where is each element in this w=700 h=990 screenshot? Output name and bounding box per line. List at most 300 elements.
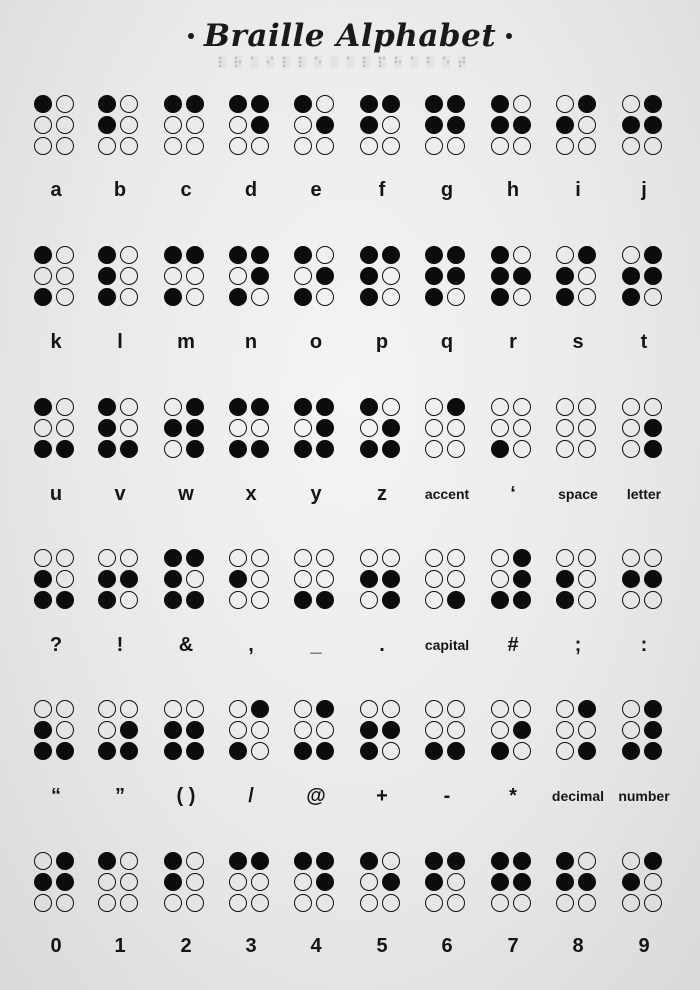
braille-cell-label: 5 — [376, 935, 388, 957]
title-braille-dot — [318, 60, 321, 63]
raised-dot — [622, 570, 640, 588]
raised-dot — [447, 267, 465, 285]
braille-cell-label: ” — [115, 785, 125, 807]
raised-dot — [382, 591, 400, 609]
braille-cell-label: w — [178, 483, 194, 505]
empty-dot — [644, 894, 662, 912]
empty-dot — [98, 873, 116, 891]
title-braille-empty-dot — [318, 64, 321, 67]
title-braille-dot — [398, 60, 401, 63]
raised-dot — [578, 700, 596, 718]
empty-dot — [622, 721, 640, 739]
empty-dot — [251, 742, 269, 760]
empty-dot — [622, 246, 640, 264]
raised-dot — [251, 852, 269, 870]
empty-dot — [251, 137, 269, 155]
braille-cell — [229, 549, 273, 613]
empty-dot — [491, 721, 509, 739]
empty-dot — [56, 549, 74, 567]
raised-dot — [447, 852, 465, 870]
braille-cell-label: / — [248, 785, 254, 807]
raised-dot — [644, 721, 662, 739]
raised-dot — [425, 116, 443, 134]
empty-dot — [229, 591, 247, 609]
braille-cell — [425, 549, 469, 613]
raised-dot — [360, 398, 378, 416]
raised-dot — [644, 267, 662, 285]
braille-cell — [556, 852, 600, 916]
raised-dot — [644, 419, 662, 437]
raised-dot — [98, 246, 116, 264]
raised-dot — [98, 398, 116, 416]
empty-dot — [556, 721, 574, 739]
empty-dot — [578, 288, 596, 306]
braille-cell — [622, 700, 666, 764]
braille-cell — [556, 549, 600, 613]
raised-dot — [164, 852, 182, 870]
raised-dot — [316, 267, 334, 285]
raised-dot — [56, 873, 74, 891]
braille-cell — [34, 246, 78, 310]
empty-dot — [56, 721, 74, 739]
braille-cell — [360, 398, 404, 462]
raised-dot — [229, 398, 247, 416]
braille-cell — [164, 95, 208, 159]
raised-dot — [98, 419, 116, 437]
braille-cell — [556, 398, 600, 462]
empty-dot — [360, 894, 378, 912]
braille-cell-label: - — [443, 785, 451, 807]
empty-dot — [578, 419, 596, 437]
braille-cell-label: j — [641, 179, 647, 201]
braille-cell-label: . — [379, 634, 385, 656]
raised-dot — [186, 419, 204, 437]
empty-dot — [56, 137, 74, 155]
braille-cell-label: : — [640, 634, 648, 656]
raised-dot — [425, 873, 443, 891]
braille-cell — [164, 549, 208, 613]
empty-dot — [120, 700, 138, 718]
raised-dot — [316, 398, 334, 416]
title-bar — [0, 14, 700, 58]
raised-dot — [316, 116, 334, 134]
braille-cell-label: t — [640, 331, 648, 353]
raised-dot — [360, 721, 378, 739]
title-braille-dot — [362, 60, 365, 63]
raised-dot — [186, 721, 204, 739]
empty-dot — [251, 419, 269, 437]
raised-dot — [425, 288, 443, 306]
empty-dot — [316, 570, 334, 588]
raised-dot — [556, 570, 574, 588]
raised-dot — [229, 852, 247, 870]
empty-dot — [578, 137, 596, 155]
raised-dot — [425, 246, 443, 264]
empty-dot — [316, 721, 334, 739]
empty-dot — [622, 549, 640, 567]
raised-dot — [382, 95, 400, 113]
raised-dot — [556, 591, 574, 609]
raised-dot — [644, 852, 662, 870]
raised-dot — [98, 591, 116, 609]
empty-dot — [644, 549, 662, 567]
raised-dot — [98, 570, 116, 588]
braille-cell — [491, 700, 535, 764]
title-braille-empty-dot — [346, 60, 349, 63]
empty-dot — [251, 721, 269, 739]
title-braille-empty-dot — [238, 64, 241, 67]
empty-dot — [316, 95, 334, 113]
empty-dot — [316, 549, 334, 567]
empty-dot — [556, 440, 574, 458]
empty-dot — [294, 137, 312, 155]
empty-dot — [360, 873, 378, 891]
braille-cell-label: ; — [574, 634, 582, 656]
empty-dot — [556, 137, 574, 155]
raised-dot — [513, 570, 531, 588]
title-braille-empty-dot — [250, 64, 253, 67]
braille-cell — [491, 246, 535, 310]
raised-dot — [622, 742, 640, 760]
empty-dot — [56, 246, 74, 264]
braille-cell — [491, 852, 535, 916]
title-braille-empty-dot — [414, 64, 417, 67]
braille-cell-label: “ — [51, 785, 61, 807]
title-braille-dot — [298, 64, 301, 67]
empty-dot — [294, 549, 312, 567]
empty-dot — [316, 137, 334, 155]
empty-dot — [447, 440, 465, 458]
empty-dot — [120, 852, 138, 870]
empty-dot — [425, 894, 443, 912]
raised-dot — [251, 116, 269, 134]
braille-cell — [556, 246, 600, 310]
braille-cell-label: o — [309, 331, 323, 353]
raised-dot — [294, 95, 312, 113]
empty-dot — [513, 440, 531, 458]
raised-dot — [229, 570, 247, 588]
raised-dot — [164, 288, 182, 306]
title-braille-dot — [234, 64, 237, 67]
empty-dot — [120, 246, 138, 264]
braille-cell — [556, 95, 600, 159]
empty-dot — [229, 549, 247, 567]
empty-dot — [513, 742, 531, 760]
empty-dot — [360, 137, 378, 155]
braille-cell-label: d — [244, 179, 258, 201]
empty-dot — [164, 116, 182, 134]
title-braille-empty-dot — [254, 64, 257, 67]
empty-dot — [622, 894, 640, 912]
raised-dot — [316, 852, 334, 870]
braille-cell — [622, 852, 666, 916]
raised-dot — [34, 873, 52, 891]
empty-dot — [425, 570, 443, 588]
title-braille-empty-dot — [350, 60, 353, 63]
raised-dot — [644, 116, 662, 134]
empty-dot — [644, 288, 662, 306]
empty-dot — [34, 549, 52, 567]
braille-cell-label: 3 — [245, 935, 257, 957]
raised-dot — [491, 591, 509, 609]
braille-cell — [34, 95, 78, 159]
empty-dot — [186, 288, 204, 306]
raised-dot — [556, 873, 574, 891]
empty-dot — [513, 137, 531, 155]
title-braille-empty-dot — [286, 64, 289, 67]
raised-dot — [578, 246, 596, 264]
braille-cell-label: , — [248, 634, 254, 656]
braille-cell-label: m — [177, 331, 195, 353]
raised-dot — [447, 116, 465, 134]
raised-dot — [316, 440, 334, 458]
empty-dot — [186, 267, 204, 285]
empty-dot — [513, 894, 531, 912]
raised-dot — [251, 398, 269, 416]
raised-dot — [513, 721, 531, 739]
empty-dot — [251, 894, 269, 912]
raised-dot — [251, 700, 269, 718]
braille-cell-label: a — [50, 179, 62, 201]
empty-dot — [164, 137, 182, 155]
raised-dot — [316, 742, 334, 760]
raised-dot — [251, 246, 269, 264]
raised-dot — [491, 440, 509, 458]
raised-dot — [556, 267, 574, 285]
empty-dot — [578, 549, 596, 567]
empty-dot — [120, 591, 138, 609]
raised-dot — [294, 398, 312, 416]
raised-dot — [578, 873, 596, 891]
empty-dot — [491, 894, 509, 912]
raised-dot — [360, 288, 378, 306]
title-braille-dot — [378, 64, 381, 67]
raised-dot — [294, 246, 312, 264]
empty-dot — [229, 873, 247, 891]
raised-dot — [98, 852, 116, 870]
raised-dot — [382, 246, 400, 264]
title-braille-empty-dot — [250, 60, 253, 63]
raised-dot — [164, 246, 182, 264]
empty-dot — [316, 894, 334, 912]
raised-dot — [34, 742, 52, 760]
braille-cell-label: u — [49, 483, 63, 505]
braille-cell-label: ( ) — [176, 785, 196, 807]
raised-dot — [120, 742, 138, 760]
title-braille-empty-dot — [314, 60, 317, 63]
braille-cell-label: _ — [310, 634, 322, 656]
braille-cell — [556, 700, 600, 764]
empty-dot — [120, 549, 138, 567]
empty-dot — [425, 721, 443, 739]
empty-dot — [164, 398, 182, 416]
title-ornament-right-dot — [506, 33, 512, 39]
empty-dot — [98, 137, 116, 155]
raised-dot — [56, 852, 74, 870]
empty-dot — [447, 288, 465, 306]
braille-cell-label: # — [507, 634, 519, 656]
empty-dot — [425, 419, 443, 437]
braille-cell-label: p — [375, 331, 389, 353]
braille-cell-label: number — [618, 788, 670, 804]
braille-cell-label: 2 — [180, 935, 192, 957]
empty-dot — [229, 721, 247, 739]
raised-dot — [186, 742, 204, 760]
braille-cell-label: ! — [116, 634, 124, 656]
braille-cell-label: q — [440, 331, 454, 353]
raised-dot — [316, 700, 334, 718]
empty-dot — [491, 570, 509, 588]
empty-dot — [186, 873, 204, 891]
empty-dot — [578, 721, 596, 739]
raised-dot — [447, 591, 465, 609]
empty-dot — [294, 419, 312, 437]
empty-dot — [120, 267, 138, 285]
braille-cell — [622, 246, 666, 310]
raised-dot — [556, 116, 574, 134]
braille-cell — [98, 852, 142, 916]
empty-dot — [251, 570, 269, 588]
empty-dot — [644, 591, 662, 609]
raised-dot — [98, 440, 116, 458]
raised-dot — [120, 570, 138, 588]
title-braille-empty-dot — [350, 64, 353, 67]
raised-dot — [229, 288, 247, 306]
empty-dot — [360, 591, 378, 609]
raised-dot — [491, 873, 509, 891]
raised-dot — [644, 95, 662, 113]
empty-dot — [294, 570, 312, 588]
empty-dot — [491, 398, 509, 416]
raised-dot — [644, 700, 662, 718]
braille-cell-label: s — [572, 331, 584, 353]
title-braille-dot — [362, 64, 365, 67]
braille-cell-label: i — [575, 179, 581, 201]
empty-dot — [294, 873, 312, 891]
braille-cell-label: decimal — [551, 788, 605, 804]
braille-cell — [491, 95, 535, 159]
raised-dot — [98, 288, 116, 306]
empty-dot — [513, 419, 531, 437]
empty-dot — [56, 700, 74, 718]
braille-cell — [34, 852, 78, 916]
braille-cell-label: r — [509, 331, 517, 353]
raised-dot — [164, 721, 182, 739]
empty-dot — [120, 116, 138, 134]
raised-dot — [316, 591, 334, 609]
empty-dot — [382, 267, 400, 285]
empty-dot — [491, 137, 509, 155]
braille-cell-label: 4 — [310, 935, 322, 957]
raised-dot — [513, 591, 531, 609]
braille-cell-label: n — [244, 331, 258, 353]
empty-dot — [186, 116, 204, 134]
title-braille-empty-dot — [366, 60, 369, 63]
empty-dot — [578, 852, 596, 870]
empty-dot — [578, 570, 596, 588]
raised-dot — [447, 246, 465, 264]
braille-cell — [229, 852, 273, 916]
empty-dot — [316, 288, 334, 306]
braille-cell — [98, 549, 142, 613]
empty-dot — [491, 419, 509, 437]
raised-dot — [425, 852, 443, 870]
empty-dot — [425, 549, 443, 567]
title-braille-empty-dot — [442, 60, 445, 63]
title-ornament-left-dot — [188, 33, 194, 39]
empty-dot — [186, 894, 204, 912]
empty-dot — [644, 137, 662, 155]
braille-cell — [622, 398, 666, 462]
empty-dot — [513, 246, 531, 264]
empty-dot — [644, 398, 662, 416]
title-braille-empty-dot — [426, 64, 429, 67]
empty-dot — [578, 894, 596, 912]
raised-dot — [98, 267, 116, 285]
empty-dot — [382, 116, 400, 134]
empty-dot — [120, 95, 138, 113]
raised-dot — [491, 288, 509, 306]
title-braille-dot — [238, 60, 241, 63]
empty-dot — [56, 570, 74, 588]
empty-dot — [34, 267, 52, 285]
title-braille-empty-dot — [222, 64, 225, 67]
raised-dot — [294, 288, 312, 306]
raised-dot — [316, 419, 334, 437]
title-braille-dot — [458, 60, 461, 63]
raised-dot — [229, 440, 247, 458]
raised-dot — [360, 267, 378, 285]
braille-cell-label: space — [558, 486, 598, 502]
empty-dot — [120, 137, 138, 155]
empty-dot — [294, 700, 312, 718]
raised-dot — [622, 116, 640, 134]
braille-cell-label: 7 — [507, 935, 519, 957]
raised-dot — [294, 852, 312, 870]
braille-cell — [425, 852, 469, 916]
raised-dot — [186, 591, 204, 609]
braille-cell — [622, 95, 666, 159]
braille-cell — [425, 700, 469, 764]
empty-dot — [447, 137, 465, 155]
empty-dot — [382, 894, 400, 912]
empty-dot — [556, 246, 574, 264]
braille-cell-label: g — [440, 179, 454, 201]
raised-dot — [360, 246, 378, 264]
title-braille-empty-dot — [266, 64, 269, 67]
empty-dot — [622, 591, 640, 609]
raised-dot — [186, 549, 204, 567]
raised-dot — [56, 440, 74, 458]
raised-dot — [382, 873, 400, 891]
braille-cell-label: v — [114, 483, 126, 505]
raised-dot — [164, 873, 182, 891]
raised-dot — [382, 440, 400, 458]
empty-dot — [622, 137, 640, 155]
braille-cell — [622, 549, 666, 613]
raised-dot — [186, 95, 204, 113]
raised-dot — [56, 591, 74, 609]
empty-dot — [251, 288, 269, 306]
raised-dot — [164, 419, 182, 437]
title-braille-empty-dot — [462, 64, 465, 67]
braille-cell — [98, 95, 142, 159]
raised-dot — [644, 570, 662, 588]
empty-dot — [491, 700, 509, 718]
raised-dot — [34, 398, 52, 416]
raised-dot — [229, 742, 247, 760]
braille-cell-label: k — [50, 331, 62, 353]
